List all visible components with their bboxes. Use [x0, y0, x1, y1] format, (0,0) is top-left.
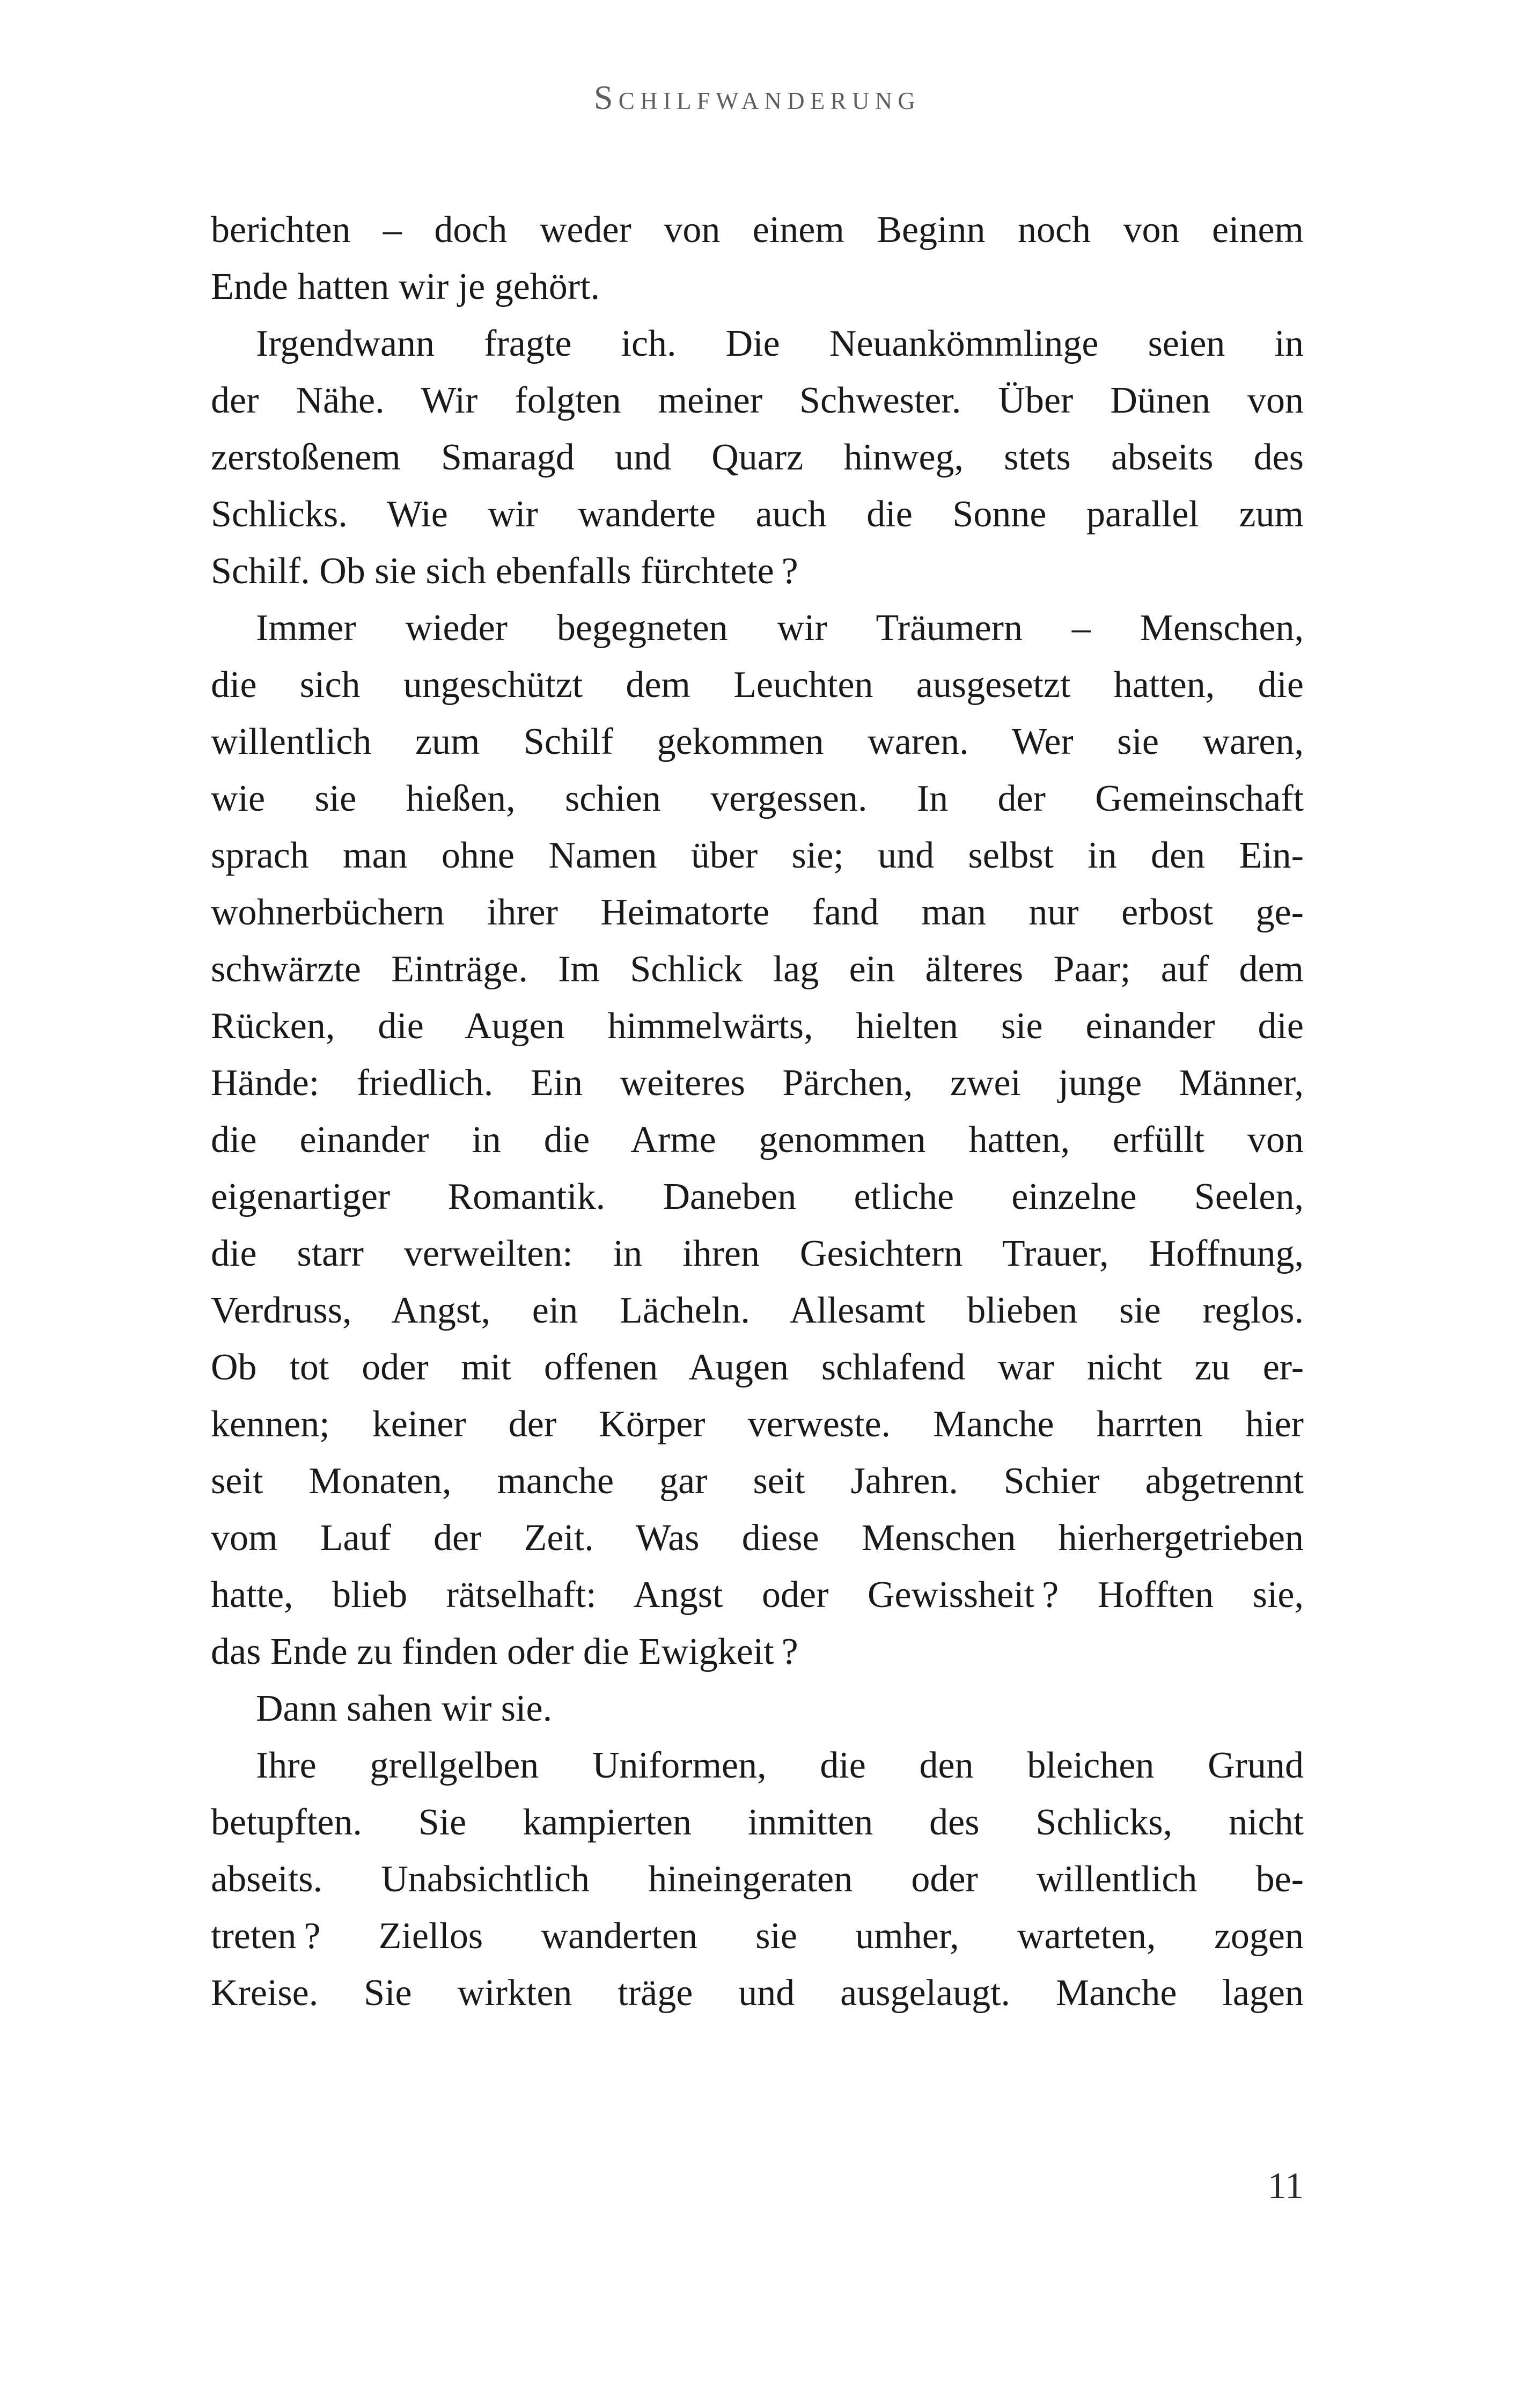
text-line: wohnerbüchern ihrer Heimatorte fand man nur erbost ge-	[211, 892, 1304, 933]
text-line: Ihre grellgelben Uniformen, die den bleichen Grund	[256, 1745, 1304, 1786]
text-line: Rücken, die Augen himmelwärts, hielten sie einander die	[211, 1005, 1304, 1047]
text-line: wie sie hießen, schien vergessen. In der Gemeinschaft	[211, 778, 1304, 819]
text-line: Schlicks. Wie wir wanderte auch die Sonne parallel zum	[211, 494, 1304, 535]
text-line: schwärzte Einträge. Im Schlick lag ein älteres Paar; auf dem	[211, 949, 1304, 990]
text-line: die einander in die Arme genommen hatten, erfüllt von	[211, 1119, 1304, 1161]
text-line: Kreise. Sie wirkten träge und ausgelaugt. Manche lagen	[211, 1972, 1304, 2014]
paragraph	[211, 600, 1304, 1680]
text-line: die starr verweilten: in ihren Gesichtern Trauer, Hoffnung,	[211, 1233, 1304, 1274]
text-line: die sich ungeschützt dem Leuchten ausgesetzt hatten, die	[211, 664, 1304, 706]
text-line: Dann sahen wir sie.	[256, 1688, 553, 1729]
text-line: kennen; keiner der Körper verweste. Manche harrten hier	[211, 1404, 1304, 1445]
text-line: seit Monaten, manche gar seit Jahren. Schier abgetrennt	[211, 1460, 1304, 1502]
text-line: Ob tot oder mit offenen Augen schlafend war nicht zu er-	[211, 1347, 1304, 1388]
paragraph	[211, 202, 1304, 315]
text-line: berichten – doch weder von einem Beginn noch von einem	[211, 209, 1304, 251]
text-line: Immer wieder begegneten wir Träumern – Menschen,	[256, 607, 1304, 649]
text-line: eigenartiger Romantik. Daneben etliche einzelne Seelen,	[211, 1176, 1304, 1217]
text-line: betupften. Sie kampierten inmitten des Schlicks, nicht	[211, 1802, 1304, 1843]
text-line: Verdruss, Angst, ein Lächeln. Allesamt blieben sie reglos.	[211, 1290, 1304, 1331]
text-line: Irgendwann fragte ich. Die Neuankömmlinge seien in	[256, 323, 1304, 364]
page-number: 11	[1267, 2165, 1304, 2207]
text-line: Schilf. Ob sie sich ebenfalls fürchtete ?	[211, 550, 798, 592]
text-line: das Ende zu finden oder die Ewigkeit ?	[211, 1631, 798, 1672]
running-header: Schilfwanderung	[593, 78, 921, 116]
text-line: sprach man ohne Namen über sie; und selbst in den Ein-	[211, 835, 1304, 876]
text-line: vom Lauf der Zeit. Was diese Menschen hierhergetrieben	[211, 1517, 1304, 1559]
text-line: hatte, blieb rätselhaft: Angst oder Gewissheit ? Hofften sie,	[211, 1574, 1304, 1616]
text-line: Ende hatten wir je gehört.	[211, 266, 600, 307]
text-line: treten ? Ziellos wanderten sie umher, warteten, zogen	[211, 1915, 1304, 1957]
text-block	[211, 202, 1304, 2022]
paragraph	[211, 1737, 1304, 2022]
paragraph	[211, 1680, 1304, 1737]
text-line: zerstoßenem Smaragd und Quarz hinweg, stets abseits des	[211, 437, 1304, 478]
paragraph	[211, 315, 1304, 600]
text-line: Hände: friedlich. Ein weiteres Pärchen, zwei junge Männer,	[211, 1062, 1304, 1104]
text-line: der Nähe. Wir folgten meiner Schwester. Über Dünen von	[211, 380, 1304, 421]
text-line: willentlich zum Schilf gekommen waren. Wer sie waren,	[211, 721, 1304, 762]
text-line: abseits. Unabsichtlich hineingeraten oder willentlich be-	[211, 1859, 1304, 1900]
